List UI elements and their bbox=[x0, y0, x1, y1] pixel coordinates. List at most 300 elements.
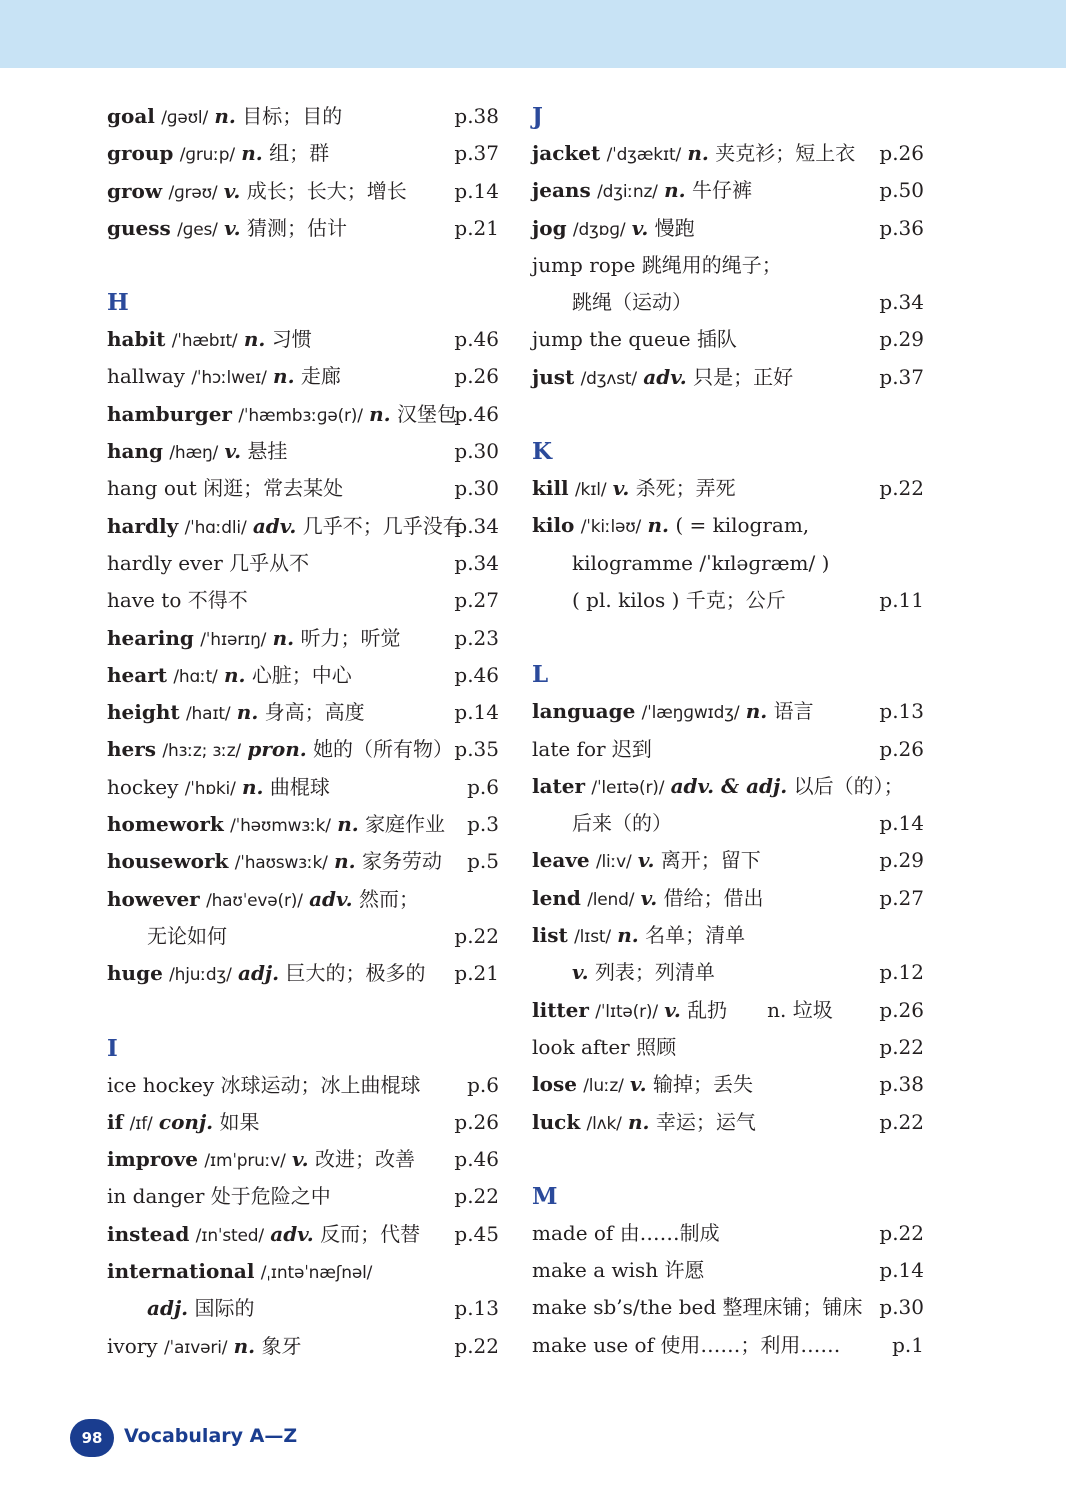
entry-text bbox=[107, 439, 287, 463]
definition: 心脏；中心 bbox=[251, 662, 352, 687]
part-of-speech: n. bbox=[243, 327, 266, 352]
headword: kill bbox=[532, 476, 569, 501]
entry-text bbox=[532, 1333, 840, 1357]
page-reference: p.22 bbox=[454, 1333, 499, 1358]
right-column bbox=[532, 98, 924, 1364]
definition: 借给；借出 bbox=[663, 885, 764, 910]
entry-text bbox=[107, 141, 329, 165]
definition: 成长；长大；增长 bbox=[246, 178, 407, 203]
entry-text bbox=[532, 1295, 863, 1319]
headword: jump the queue bbox=[532, 327, 691, 352]
definition: 离开；留下 bbox=[660, 848, 761, 873]
vocab-entry bbox=[532, 247, 924, 284]
page-reference: p.5 bbox=[467, 849, 499, 874]
part-of-speech: adv. bbox=[643, 364, 687, 389]
part-of-speech: n. bbox=[664, 178, 686, 203]
headword: ivory bbox=[107, 1333, 158, 1358]
headword: late for bbox=[532, 736, 606, 761]
entry-text bbox=[532, 737, 652, 761]
vocab-entry bbox=[532, 992, 924, 1029]
page-reference: p.21 bbox=[454, 961, 499, 986]
definition: 输掉；丢失 bbox=[652, 1072, 753, 1097]
definition: 幸运；运气 bbox=[655, 1109, 756, 1134]
page-reference: p.30 bbox=[454, 439, 499, 464]
page-reference: p.30 bbox=[879, 1295, 924, 1320]
part-of-speech: n. bbox=[334, 849, 356, 874]
headword: make use of bbox=[532, 1332, 654, 1357]
part-of-speech: v. bbox=[630, 1072, 647, 1097]
headword: jog bbox=[532, 215, 567, 240]
entry-text bbox=[532, 178, 752, 202]
headword: language bbox=[532, 699, 636, 724]
definition: 曲棍球 bbox=[269, 774, 330, 799]
part-of-speech: v. bbox=[631, 215, 649, 240]
headword: instead bbox=[107, 1221, 190, 1246]
entry-text bbox=[107, 402, 457, 426]
vocab-entry bbox=[532, 917, 924, 954]
vocab-entry bbox=[532, 1252, 924, 1289]
page-reference: p.3 bbox=[467, 812, 499, 837]
entry-text bbox=[107, 104, 342, 128]
headword: improve bbox=[107, 1147, 198, 1172]
part-of-speech: n. bbox=[273, 364, 295, 389]
entry-text bbox=[532, 365, 793, 389]
part-of-speech: v. bbox=[572, 960, 589, 985]
entry-text bbox=[107, 1073, 421, 1097]
vocab-entry bbox=[107, 1178, 499, 1215]
vocab-entry bbox=[532, 210, 924, 247]
vocab-entry bbox=[107, 470, 499, 507]
definition: 听力；听觉 bbox=[300, 625, 401, 650]
page-reference: p.26 bbox=[879, 141, 924, 165]
entry-text bbox=[532, 1072, 753, 1096]
part-of-speech: n. bbox=[241, 774, 264, 799]
vocab-entry bbox=[532, 470, 924, 507]
definition: 家务劳动 bbox=[361, 849, 442, 874]
headword: kilo bbox=[532, 513, 575, 538]
entry-text bbox=[107, 179, 407, 203]
entry-text bbox=[107, 887, 419, 911]
definition: 如果 bbox=[219, 1109, 260, 1134]
part-of-speech: adj. bbox=[237, 961, 280, 986]
phonetic: /dʒʌst/ bbox=[580, 368, 637, 389]
headword: later bbox=[532, 773, 586, 798]
headword: height bbox=[107, 700, 180, 725]
phonetic: /ɪf/ bbox=[129, 1113, 153, 1134]
headword: homework bbox=[107, 812, 224, 837]
entry-text bbox=[532, 476, 736, 500]
vocab-entry bbox=[532, 1289, 924, 1326]
headword: huge bbox=[107, 961, 163, 986]
part-of-speech: n. bbox=[628, 1109, 650, 1134]
entry-text bbox=[107, 216, 347, 240]
definition: 处于危险之中 bbox=[210, 1184, 331, 1209]
section-letter-heading: H bbox=[107, 289, 129, 317]
entry-text bbox=[107, 1334, 302, 1358]
page-reference: p.14 bbox=[454, 178, 499, 203]
vocab-entry bbox=[107, 508, 499, 545]
part-of-speech: v. bbox=[612, 476, 630, 501]
entry-text bbox=[532, 848, 761, 872]
part-of-speech: v. bbox=[223, 178, 241, 203]
section-letter-heading: J bbox=[532, 103, 543, 130]
definition: 列表；列清单 bbox=[594, 960, 715, 985]
vocab-entry bbox=[107, 620, 499, 657]
headword: jump rope bbox=[532, 252, 636, 277]
part-of-speech: n. bbox=[214, 104, 236, 128]
page-reference: p.29 bbox=[879, 327, 924, 352]
definition: kilogramme /ˈkɪləɡræm/ ) bbox=[572, 550, 830, 575]
definition: 改进；改善 bbox=[314, 1147, 415, 1172]
headword: litter bbox=[532, 997, 589, 1022]
phonetic: /ˈhɑːdli/ bbox=[184, 517, 247, 538]
phonetic: /ˈaɪvəri/ bbox=[163, 1337, 228, 1358]
page-reference: p.27 bbox=[879, 885, 924, 910]
vocab-entry bbox=[107, 955, 499, 992]
definition: 猜测；估计 bbox=[247, 215, 347, 240]
vocab-entry bbox=[107, 731, 499, 768]
vocab-entry bbox=[107, 843, 499, 880]
entry-text bbox=[532, 588, 786, 612]
phonetic: /dʒɒɡ/ bbox=[572, 219, 626, 240]
page-reference: p.46 bbox=[454, 327, 499, 352]
headword: goal bbox=[107, 104, 155, 128]
entry-text bbox=[107, 775, 330, 799]
vocab-entry bbox=[107, 173, 499, 210]
entry-continuation bbox=[532, 545, 924, 582]
page-reference: p.27 bbox=[454, 588, 499, 613]
definition: ( pl. kilos ) 千克；公斤 bbox=[572, 587, 786, 612]
definition: 她的（所有物） bbox=[313, 737, 454, 762]
entry-text bbox=[532, 1110, 756, 1134]
headword: in danger bbox=[107, 1184, 205, 1209]
vocab-entry bbox=[532, 172, 924, 209]
page-reference: p.26 bbox=[879, 736, 924, 761]
vocab-entry bbox=[107, 806, 499, 843]
vocab-entry bbox=[107, 135, 499, 172]
section-gap bbox=[107, 993, 499, 1030]
vocab-entry bbox=[107, 358, 499, 395]
part-of-speech: n. bbox=[223, 662, 246, 687]
phonetic: /ˈhæbɪt/ bbox=[171, 331, 238, 352]
page-reference: p.37 bbox=[879, 364, 924, 389]
part-of-speech: n. bbox=[241, 141, 263, 166]
page-reference: p.34 bbox=[454, 513, 499, 538]
entry-text bbox=[107, 588, 248, 612]
headword: make a wish bbox=[532, 1258, 659, 1283]
phonetic: /ˈhɪərɪŋ/ bbox=[200, 629, 267, 650]
headword: jacket bbox=[532, 141, 601, 165]
vocab-entry bbox=[107, 396, 499, 433]
part-of-speech: n. bbox=[369, 401, 391, 426]
phonetic: /ˈhɔːlweɪ/ bbox=[191, 368, 267, 389]
page-reference: p.6 bbox=[467, 774, 499, 799]
page-reference: p.26 bbox=[879, 997, 924, 1022]
phonetic: /haɪt/ bbox=[186, 704, 231, 725]
section-letter-heading: M bbox=[532, 1182, 558, 1210]
headword: group bbox=[107, 141, 174, 166]
phonetic: /luːz/ bbox=[583, 1076, 624, 1097]
part-of-speech: n. bbox=[233, 1333, 256, 1358]
page-reference: p.22 bbox=[454, 923, 499, 948]
headword: leave bbox=[532, 848, 590, 873]
section-letter-heading: L bbox=[532, 661, 549, 689]
page-reference: p.14 bbox=[879, 811, 924, 836]
definition: 家庭作业 bbox=[365, 812, 446, 837]
page-reference: p.45 bbox=[454, 1221, 499, 1246]
definition: 习惯 bbox=[271, 327, 312, 352]
part-of-speech: n. bbox=[617, 923, 639, 948]
page-reference: p.50 bbox=[879, 178, 924, 203]
headword: habit bbox=[107, 327, 166, 352]
headword: hearing bbox=[107, 625, 194, 650]
part-of-speech: v. bbox=[224, 215, 241, 240]
definition: 插队 bbox=[696, 327, 737, 352]
vocab-entry bbox=[107, 1328, 499, 1365]
definition: 夹克衫；短上衣 bbox=[715, 141, 856, 165]
vocab-entry bbox=[107, 433, 499, 470]
vocab-entry bbox=[107, 98, 499, 135]
definition: 目标；目的 bbox=[242, 104, 343, 128]
entry-continuation bbox=[107, 918, 499, 955]
part-of-speech: n. bbox=[236, 700, 259, 725]
entry-text bbox=[107, 700, 365, 724]
entry-text bbox=[107, 663, 352, 687]
part-of-speech: v. bbox=[292, 1147, 309, 1172]
phonetic: /ˈdʒækɪt/ bbox=[606, 145, 682, 165]
vocab-entry bbox=[532, 880, 924, 917]
top-color-band bbox=[0, 0, 1066, 68]
section-letter-heading: I bbox=[107, 1034, 118, 1062]
part-of-speech: v. bbox=[664, 997, 681, 1022]
vocab-entry bbox=[107, 1067, 499, 1104]
phonetic: /ˈhɒki/ bbox=[184, 778, 236, 799]
vocab-entry bbox=[532, 1029, 924, 1066]
page-reference: p.13 bbox=[454, 1296, 499, 1321]
entry-text bbox=[107, 924, 227, 948]
vocab-entry bbox=[107, 545, 499, 582]
section-gap bbox=[532, 619, 924, 656]
vocab-entry bbox=[107, 321, 499, 358]
vocab-entry bbox=[107, 769, 499, 806]
headword: heart bbox=[107, 662, 167, 687]
section-gap bbox=[532, 1141, 924, 1178]
phonetic: /kɪl/ bbox=[575, 480, 607, 501]
headword: grow bbox=[107, 178, 163, 203]
entry-text bbox=[532, 699, 814, 723]
headword: guess bbox=[107, 215, 171, 240]
page-number-badge: 98 bbox=[70, 1419, 114, 1457]
phonetic: /hjuːdʒ/ bbox=[169, 965, 232, 986]
entry-text bbox=[532, 253, 782, 277]
phonetic: /lend/ bbox=[587, 889, 635, 910]
phonetic: /ɪmˈpruːv/ bbox=[204, 1151, 286, 1172]
definition: 由……制成 bbox=[619, 1220, 720, 1245]
definition: 跳绳用的绳子； bbox=[641, 252, 782, 277]
phonetic: /hæŋ/ bbox=[169, 443, 219, 464]
headword: hallway bbox=[107, 364, 185, 389]
phonetic: /ˈhaʊswɜːk/ bbox=[234, 853, 328, 874]
vocab-entry bbox=[532, 693, 924, 730]
vocab-entry bbox=[532, 359, 924, 396]
entry-text bbox=[532, 216, 695, 240]
phonetic: /ɡes/ bbox=[177, 219, 218, 240]
page-reference: p.26 bbox=[454, 364, 499, 389]
section-letter-heading: K bbox=[532, 438, 552, 466]
vocab-entry bbox=[107, 210, 499, 247]
vocab-entry bbox=[107, 1253, 499, 1290]
entry-text bbox=[532, 960, 715, 984]
entry-text bbox=[532, 774, 904, 798]
definition: 巨大的；极多的 bbox=[285, 961, 426, 986]
entry-text bbox=[107, 737, 453, 761]
phonetic: /ɡrəʊ/ bbox=[168, 182, 218, 203]
phonetic: /ˈlæŋɡwɪdʒ/ bbox=[641, 703, 740, 724]
definition: 几乎不；几乎没有 bbox=[302, 513, 463, 538]
headword: international bbox=[107, 1259, 255, 1284]
definition: 许愿 bbox=[664, 1258, 705, 1283]
left-column bbox=[107, 98, 499, 1365]
vocab-entry bbox=[532, 135, 924, 172]
entry-text bbox=[107, 327, 312, 351]
phonetic: /hɜːz; ɜːz/ bbox=[162, 741, 241, 762]
entry-text bbox=[532, 290, 692, 314]
definition: 国际的 bbox=[194, 1296, 255, 1321]
vocab-entry bbox=[532, 1215, 924, 1252]
page-reference: p.22 bbox=[879, 1109, 924, 1134]
definition: 使用……；利用…… bbox=[660, 1332, 841, 1357]
part-of-speech: n. bbox=[272, 625, 295, 650]
page-reference: p.38 bbox=[454, 104, 499, 128]
page-reference: p.12 bbox=[879, 960, 924, 985]
page-reference: p.38 bbox=[879, 1072, 924, 1097]
phonetic: /lʌk/ bbox=[586, 1113, 622, 1134]
entry-text bbox=[107, 476, 343, 500]
part-of-speech: adv. bbox=[309, 886, 353, 911]
entry-text bbox=[107, 514, 463, 538]
entry-text bbox=[532, 551, 829, 575]
definition: 整理床铺；铺床 bbox=[722, 1295, 863, 1320]
page-reference: p.30 bbox=[454, 476, 499, 501]
page-reference: p.23 bbox=[454, 625, 499, 650]
entry-text bbox=[532, 1221, 720, 1245]
page-reference: p.46 bbox=[454, 1147, 499, 1172]
definition: 乱扔 n. 垃圾 bbox=[687, 997, 833, 1022]
entry-text bbox=[532, 327, 737, 351]
footer-section-label: Vocabulary A—Z bbox=[124, 1425, 298, 1447]
page-reference: p.37 bbox=[454, 141, 499, 166]
phonetic: /hɑːt/ bbox=[173, 666, 218, 687]
definition: 反而；代替 bbox=[320, 1221, 421, 1246]
headword: however bbox=[107, 886, 200, 911]
phonetic: /ˈhəʊmwɜːk/ bbox=[230, 816, 331, 837]
entry-continuation bbox=[532, 954, 924, 991]
part-of-speech: v. bbox=[224, 439, 242, 464]
page-reference: p.22 bbox=[454, 1184, 499, 1209]
entry-continuation bbox=[532, 805, 924, 842]
entry-text bbox=[107, 1184, 331, 1208]
vocab-entry bbox=[107, 1141, 499, 1178]
headword: look after bbox=[532, 1034, 630, 1059]
definition: 汉堡包 bbox=[397, 401, 457, 426]
entry-text bbox=[532, 811, 672, 835]
headword: hardly ever bbox=[107, 550, 223, 575]
entry-text bbox=[532, 886, 764, 910]
headword: make sb’s/the bed bbox=[532, 1295, 717, 1320]
entry-text bbox=[107, 364, 341, 388]
vocab-entry bbox=[532, 1066, 924, 1103]
entry-text bbox=[107, 1147, 415, 1171]
vocab-entry bbox=[107, 1104, 499, 1141]
phonetic: /ˈhæmbɜːɡə(r)/ bbox=[238, 405, 363, 426]
headword: jeans bbox=[532, 178, 591, 203]
definition: 闲逛；常去某处 bbox=[203, 476, 344, 501]
page-reference: p.22 bbox=[879, 476, 924, 501]
definition: 几乎从不 bbox=[229, 550, 310, 575]
page-reference: p.35 bbox=[454, 737, 499, 762]
entry-continuation bbox=[532, 284, 924, 321]
headword: if bbox=[107, 1109, 124, 1134]
headword: hardly bbox=[107, 513, 179, 538]
vocab-entry bbox=[107, 582, 499, 619]
vocab-entry bbox=[532, 321, 924, 358]
definition: 迟到 bbox=[611, 736, 652, 761]
entry-text bbox=[107, 626, 400, 650]
section-gap bbox=[107, 247, 499, 284]
phonetic: /ɡəʊl/ bbox=[161, 108, 208, 128]
page-reference: p.34 bbox=[879, 290, 924, 315]
entry-text bbox=[107, 1259, 372, 1283]
definition: 组；群 bbox=[269, 141, 330, 166]
part-of-speech: adv. bbox=[252, 513, 297, 538]
entry-text bbox=[107, 1110, 260, 1134]
phonetic: /liːv/ bbox=[596, 852, 632, 873]
vocab-entry bbox=[532, 731, 924, 768]
definition: 以后（的）； bbox=[793, 773, 904, 798]
vocab-entry bbox=[532, 507, 924, 544]
definition: 象牙 bbox=[261, 1333, 302, 1358]
entry-text bbox=[107, 1296, 255, 1320]
vocab-entry bbox=[532, 1327, 924, 1364]
vocab-entry bbox=[532, 842, 924, 879]
definition: 慢跑 bbox=[654, 215, 695, 240]
definition: 杀死；弄死 bbox=[635, 476, 736, 501]
headword: housework bbox=[107, 849, 229, 874]
vocab-entry bbox=[107, 881, 499, 918]
definition: 不得不 bbox=[187, 588, 248, 613]
phonetic: /lɪst/ bbox=[574, 927, 611, 948]
definition: 身高；高度 bbox=[264, 700, 365, 725]
part-of-speech: v. bbox=[640, 885, 658, 910]
definition: 语言 bbox=[773, 699, 814, 724]
page-reference: p.6 bbox=[467, 1072, 499, 1097]
entry-text bbox=[107, 961, 426, 985]
part-of-speech: n. bbox=[337, 812, 359, 837]
phonetic: /ˈkiːləʊ/ bbox=[580, 517, 642, 538]
headword: have to bbox=[107, 588, 182, 613]
entry-text bbox=[532, 513, 809, 537]
part-of-speech: adj. bbox=[147, 1296, 189, 1321]
headword: lose bbox=[532, 1072, 577, 1097]
headword: hang out bbox=[107, 476, 197, 501]
definition: 后来（的） bbox=[572, 811, 672, 836]
phonetic: /ˈlɪtə(r)/ bbox=[595, 1001, 658, 1022]
part-of-speech: n. bbox=[745, 699, 768, 724]
page-reference: p.14 bbox=[454, 700, 499, 725]
headword: hers bbox=[107, 737, 157, 762]
entry-text bbox=[532, 141, 855, 165]
page-reference: p.26 bbox=[454, 1109, 499, 1134]
